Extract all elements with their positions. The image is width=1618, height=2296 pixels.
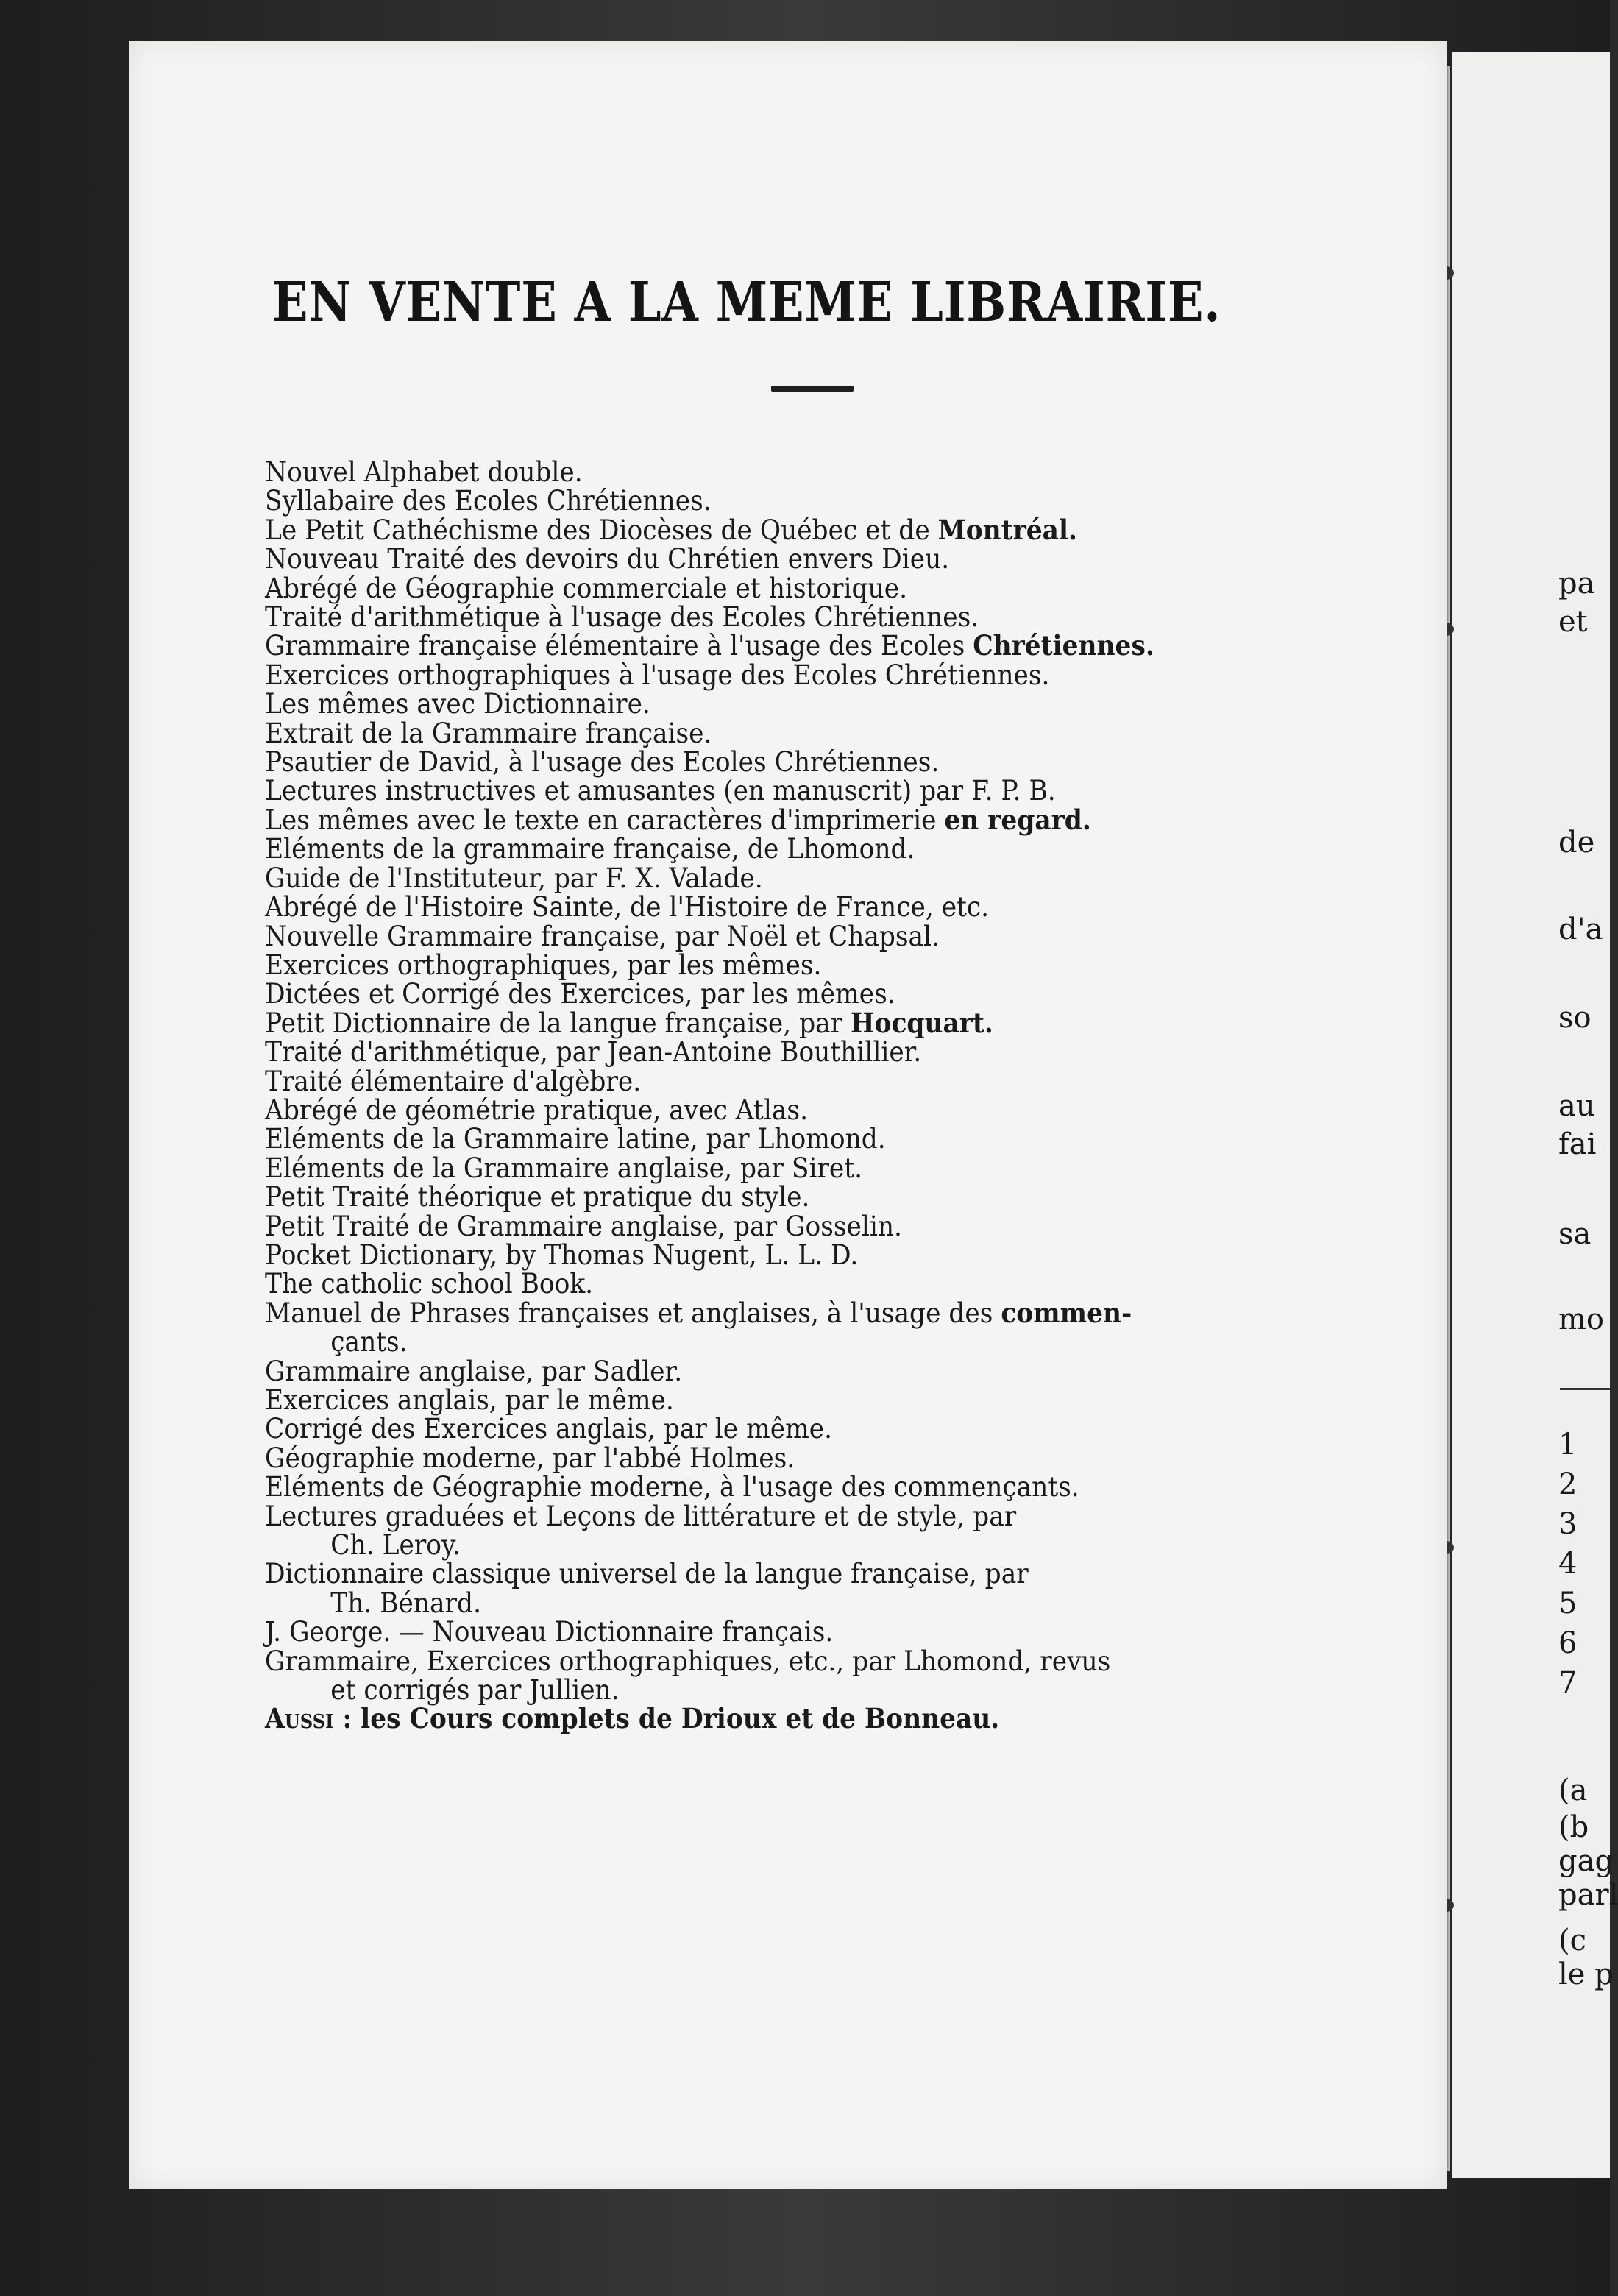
book-list-item <box>265 1444 1243 1473</box>
book-list-item <box>265 513 1243 546</box>
book-list-item <box>265 1618 1243 1646</box>
book-list <box>265 458 1317 1734</box>
right-page-fragment-text: (b <box>1558 1810 1589 1844</box>
right-page-rule <box>1560 1388 1610 1390</box>
book-list-item <box>265 1067 1243 1096</box>
right-page-fragment-text: 1 <box>1558 1428 1578 1461</box>
book-list-text: Lectures instructives et amusantes (en manuscrit) par F. P. B. <box>265 775 1056 807</box>
book-list-text: Petit Traité théorique et pratique du style. <box>265 1181 810 1213</box>
book-list-text: Th. Bénard. <box>330 1587 482 1619</box>
book-list-text: Nouvel Alphabet double. <box>265 456 583 488</box>
book-list-text: Manuel de Phrases françaises et anglaises, à l'usage des <box>265 1297 1001 1329</box>
book-list-text: Eléments de la Grammaire latine, par Lhomond. <box>265 1123 886 1155</box>
right-page-fragment-text: 7 <box>1558 1666 1578 1700</box>
book-list-text-tail: Chrétiennes. <box>973 629 1154 662</box>
book-list-item <box>265 776 1243 805</box>
book-list-text: Pocket Dictionary, by Thomas Nugent, L. L. D. <box>265 1239 859 1271</box>
book-list-text: Syllabaire des Ecoles Chrétiennes. <box>265 485 712 517</box>
book-list-text: J. George. — Nouveau Dictionnaire français. <box>265 1616 834 1648</box>
book-list-item <box>265 803 1243 836</box>
book-list-item <box>265 1704 1243 1733</box>
right-page-fragment-text: 2 <box>1558 1467 1578 1501</box>
book-list-text: Abrégé de Géographie commerciale et historique. <box>265 572 908 604</box>
book-list-item <box>265 746 1243 779</box>
book-list-item <box>265 1386 1243 1414</box>
book-list-text: Corrigé des Exercices anglais, par le même. <box>265 1413 833 1445</box>
right-page-fragment-text: gag <box>1558 1844 1614 1878</box>
book-list-text: Dictionnaire classique universel de la langue française, par <box>265 1558 1029 1590</box>
book-list-text-tail: Montréal. <box>937 513 1077 546</box>
book-list-item <box>265 835 1243 863</box>
right-page-fragment-text: fai <box>1558 1127 1597 1161</box>
book-list-item <box>265 1006 1243 1039</box>
right-page-fragment-text: de <box>1558 826 1595 860</box>
book-list-item <box>265 1674 1243 1707</box>
book-list-text: : les Cours complets de Drioux et de Bonneau. <box>333 1702 1000 1735</box>
book-list-item <box>265 1357 1243 1386</box>
book-list-item <box>265 1269 1243 1298</box>
right-page-fragment-text: so <box>1558 1001 1592 1035</box>
book-list-text: çants. <box>330 1326 408 1358</box>
book-list-text: Traité d'arithmétique à l'usage des Ecoles Chrétiennes. <box>265 601 979 634</box>
right-page-fragment-text: sa <box>1558 1217 1592 1251</box>
right-page-fragment-text: le p <box>1558 1957 1614 1991</box>
book-list-item <box>265 1328 1243 1356</box>
book-list-item <box>265 1414 1243 1443</box>
right-page-fragment-text: parl <box>1558 1878 1618 1912</box>
right-page-fragment-text: 6 <box>1558 1626 1578 1660</box>
title-rule <box>771 386 854 392</box>
book-list-text: Extrait de la Grammaire française. <box>265 717 712 749</box>
book-list-text: Eléments de la Grammaire anglaise, par Siret. <box>265 1152 863 1184</box>
book-list-item <box>265 1589 1243 1618</box>
book-list-text: Traité élémentaire d'algèbre. <box>265 1065 642 1097</box>
book-list-text: Ch. Leroy. <box>330 1529 461 1562</box>
right-page-fragment-text: 5 <box>1558 1587 1578 1620</box>
book-list-text-tail: Hocquart. <box>851 1006 993 1039</box>
book-list-text-tail: commen- <box>1001 1296 1132 1329</box>
book-list-item <box>265 690 1243 718</box>
book-list-text: Eléments de la grammaire française, de Lhomond. <box>265 833 915 865</box>
right-page-fragment-text: (c <box>1558 1924 1587 1957</box>
book-list-text: Petit Dictionnaire de la langue française, par <box>265 1007 851 1039</box>
book-list-item <box>265 661 1243 690</box>
book-list-item <box>265 719 1243 748</box>
book-list-item <box>265 1502 1243 1531</box>
right-page-fragment-text: d'a <box>1558 913 1603 946</box>
page-title: EN VENTE A LA MEME LIBRAIRIE. <box>272 271 1221 334</box>
book-list-item <box>265 1124 1243 1153</box>
book-list-item <box>265 486 1243 515</box>
book-list-item <box>265 1241 1243 1269</box>
right-page-fragment-text: pa <box>1558 567 1595 600</box>
book-list-text: et corrigés par Jullien. <box>330 1674 620 1707</box>
right-page-fragment-text: mo <box>1558 1303 1605 1336</box>
book-list-item <box>265 1183 1243 1211</box>
book-list-item <box>265 1036 1243 1069</box>
book-list-item <box>265 891 1243 924</box>
book-list-text: Exercices orthographiques à l'usage des Ecoles Chrétiennes. <box>265 659 1050 691</box>
book-list-item <box>265 1096 1243 1124</box>
book-list-text: Grammaire, Exercices orthographiques, etc., par Lhomond, revus <box>265 1645 1111 1677</box>
book-list-item <box>265 458 1243 486</box>
right-page-fragment-text: au <box>1558 1089 1595 1123</box>
book-list-text: Dictées et Corrigé des Exercices, par les mêmes. <box>265 978 895 1010</box>
book-list-text: Les mêmes avec Dictionnaire. <box>265 688 650 720</box>
book-list-text: Les mêmes avec le texte en caractères d'imprimerie <box>265 804 945 836</box>
book-list-text: Géographie moderne, par l'abbé Holmes. <box>265 1442 795 1474</box>
right-page-fragment-text: 3 <box>1558 1507 1578 1541</box>
right-page-fragment-text: et <box>1558 605 1588 639</box>
book-list-item <box>265 1559 1243 1588</box>
book-list-text-tail: en regard. <box>944 803 1091 836</box>
book-list-text: Eléments de Géographie moderne, à l'usage des commençants. <box>265 1471 1079 1503</box>
book-list-text: Nouvelle Grammaire française, par Noël et Chapsal. <box>265 920 940 952</box>
book-list-item <box>265 1212 1243 1241</box>
book-list-item <box>265 1154 1243 1183</box>
book-list-item <box>265 922 1243 951</box>
book-list-item <box>265 1473 1243 1501</box>
book-list-item <box>265 951 1243 979</box>
book-list-text: Traité d'arithmétique, par Jean-Antoine Bouthillier. <box>265 1036 922 1069</box>
book-list-item <box>265 601 1243 634</box>
book-list-item <box>265 979 1243 1008</box>
book-list-text: Exercices anglais, par le même. <box>265 1384 674 1416</box>
book-list-text: Psautier de David, à l'usage des Ecoles Chrétiennes. <box>265 746 940 779</box>
book-list-text: Exercices orthographiques, par les mêmes. <box>265 949 822 981</box>
right-page-fragment-text: 4 <box>1558 1547 1578 1581</box>
book-list-text: Nouveau Traité des devoirs du Chrétien envers Dieu. <box>265 543 950 575</box>
book-list-text: The catholic school Book. <box>265 1268 594 1300</box>
book-list-item <box>265 864 1243 893</box>
book-list-item <box>265 1296 1243 1329</box>
book-list-item <box>265 1647 1243 1676</box>
book-list-item <box>265 574 1243 603</box>
book-list-text: Abrégé de l'Histoire Sainte, de l'Histoire de France, etc. <box>265 891 990 924</box>
book-list-text: Petit Traité de Grammaire anglaise, par Gosselin. <box>265 1210 902 1242</box>
book-list-text: Grammaire anglaise, par Sadler. <box>265 1355 683 1387</box>
book-list-text: Lectures graduées et Leçons de littérature et de style, par <box>265 1500 1017 1532</box>
book-list-text: Abrégé de géométrie pratique, avec Atlas. <box>265 1094 809 1126</box>
book-list-text: Guide de l'Instituteur, par F. X. Valade. <box>265 862 763 894</box>
book-list-text: Grammaire française élémentaire à l'usage des Ecoles <box>265 630 973 662</box>
book-list-item <box>265 545 1243 573</box>
book-list-lead: Aussi <box>265 1702 334 1735</box>
book-list-item <box>265 631 1243 660</box>
book-list-item <box>265 1529 1243 1562</box>
book-list-text: Le Petit Cathéchisme des Diocèses de Québec et de <box>265 514 938 546</box>
right-page-fragment-text: (a <box>1558 1774 1588 1807</box>
